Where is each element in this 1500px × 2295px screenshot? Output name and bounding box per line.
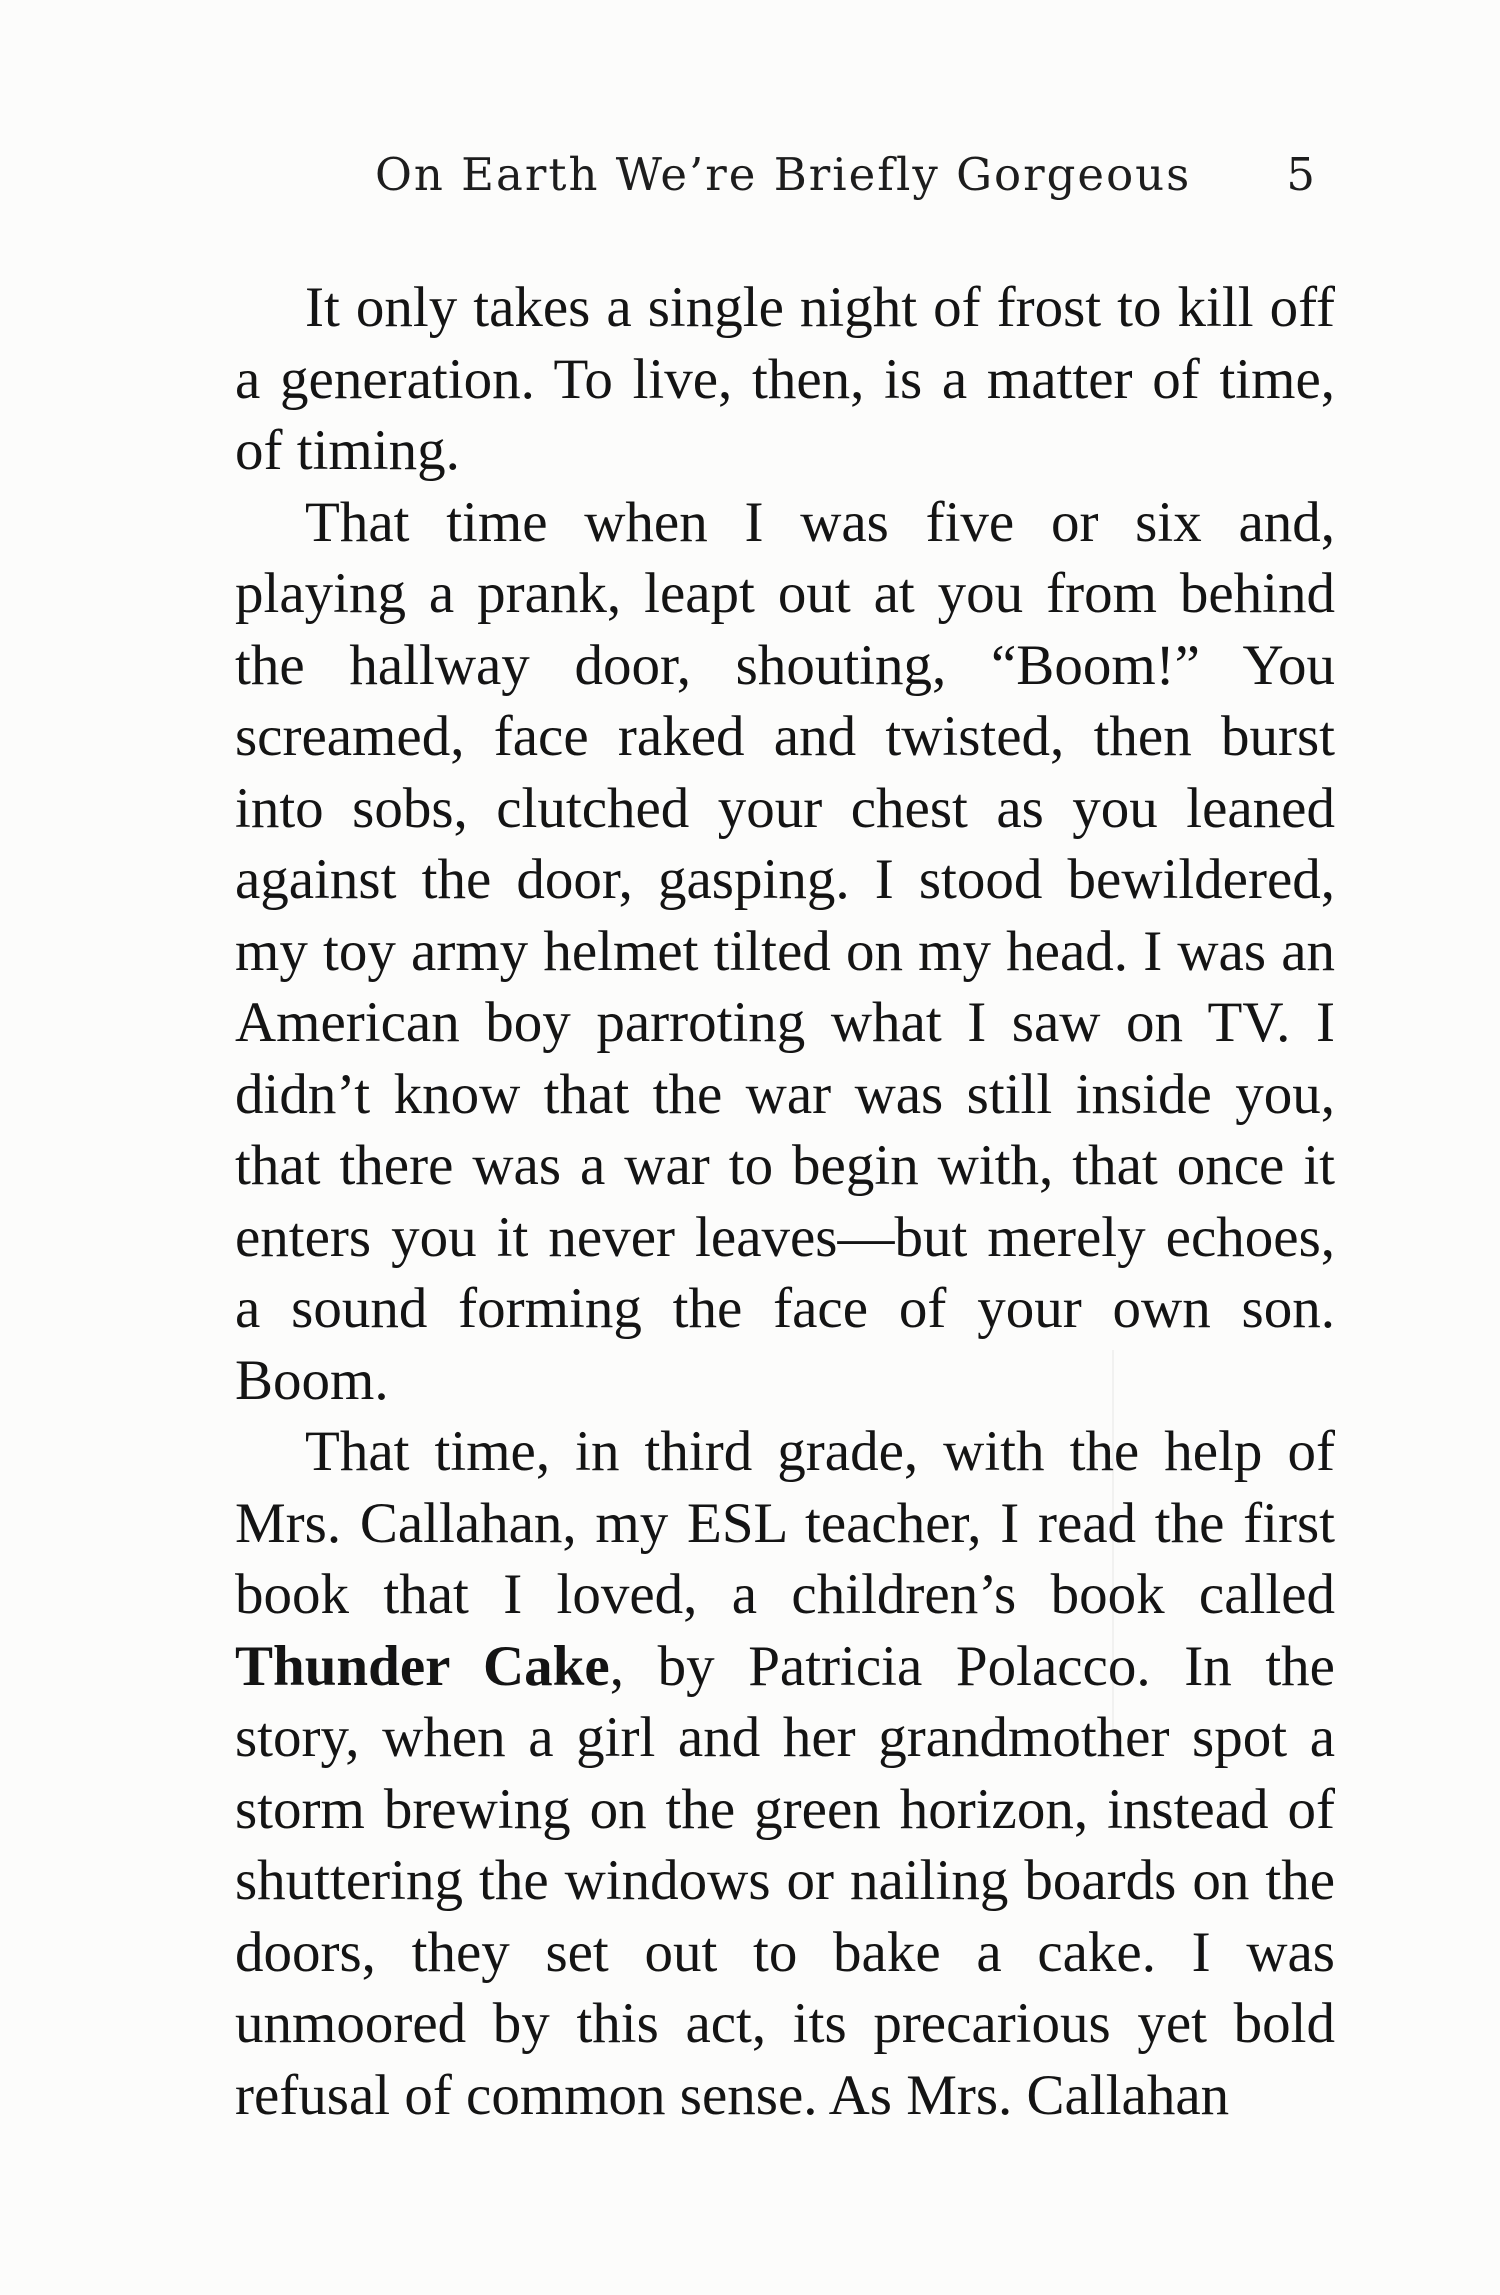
page-crease [1112,1350,1114,1730]
body-text [235,272,1335,2131]
page-number: 5 [1286,148,1317,201]
running-title: On Earth We’re Briefly Gorgeous [375,148,1192,201]
running-head [375,148,1317,218]
paragraph-2: That time when I was five or six and, playing a prank, leapt out at you from behind the hallway door, shouting, “Boom!” You screamed, face raked and twisted, then burst into sobs, clutched your chest as you leaned against the door, gasping. I stood bewildered, my toy army helmet tilted on my head. I was an American boy parroting what I saw on TV. I didn’t know that the war was still inside you, that there was a war to begin with, that once it enters you it never leaves—but merely echoes, a sound forming the face of your own son. Boom. [235,490,1335,1412]
book-title: Thunder Cake [235,1634,610,1698]
paragraph-3 [235,1416,1335,2131]
paragraph-3-after: , by Patricia Polacco. In the story, when a girl and her grandmother spot a storm brewing on the green horizon, instead of shuttering the windows or nailing boards on the doors, they set out to bake a cake. I was unmoored by this act, its precarious yet bold refusal of common sense. As Mrs. Callahan [235,1634,1335,2127]
paragraph-1: It only takes a single night of frost to kill off a generation. To live, then, is a matter of time, of timing. [235,276,1335,482]
paragraph-3-before: That time, in third grade, with the help of Mrs. Callahan, my ESL teacher, I read the first book that I loved, a children’s book called [235,1420,1335,1626]
